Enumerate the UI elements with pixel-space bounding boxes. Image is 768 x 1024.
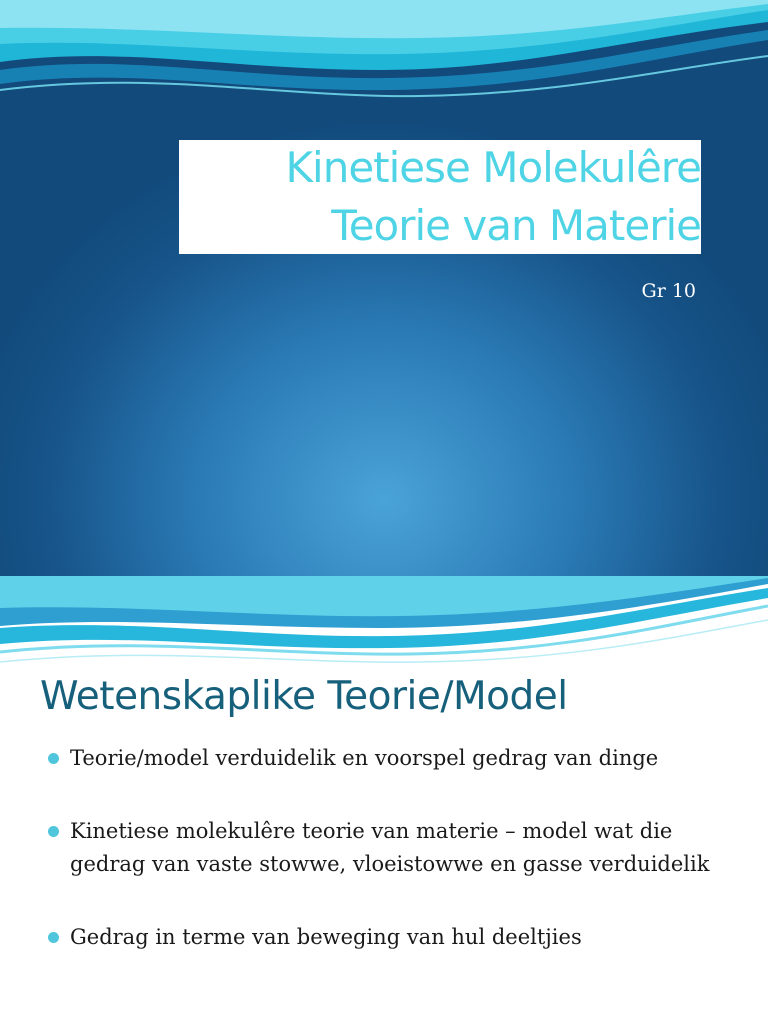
bullet-item xyxy=(46,815,746,881)
slide-title-line-1: Kinetiese Molekulêre xyxy=(285,143,701,192)
slide-title-line-2: Teorie van Materie xyxy=(331,201,701,250)
bullet-dot-icon xyxy=(48,753,59,764)
slide-heading: Wetenskaplike Teorie/Model xyxy=(40,674,568,719)
bullet-dot-icon xyxy=(48,932,59,943)
bullet-list xyxy=(46,742,746,954)
bullet-text: Teorie/model verduidelik en voorspel gedrag van dinge xyxy=(70,746,659,770)
bullet-text: Gedrag in terme van beweging van hul deeltjies xyxy=(70,925,582,949)
slide-subtitle: Gr 10 xyxy=(641,280,696,302)
bullet-text: Kinetiese molekulêre teorie van materie – model wat die gedrag van vaste stowwe, vloeistowwe en gasse verduidelik xyxy=(70,819,710,876)
bullet-dot-icon xyxy=(48,826,59,837)
content-slide xyxy=(0,576,768,1024)
bullet-item xyxy=(46,742,746,775)
top-wave-decoration xyxy=(0,576,768,666)
top-wave-decoration xyxy=(0,0,768,110)
title-box xyxy=(179,140,701,254)
bullet-item xyxy=(46,921,746,954)
